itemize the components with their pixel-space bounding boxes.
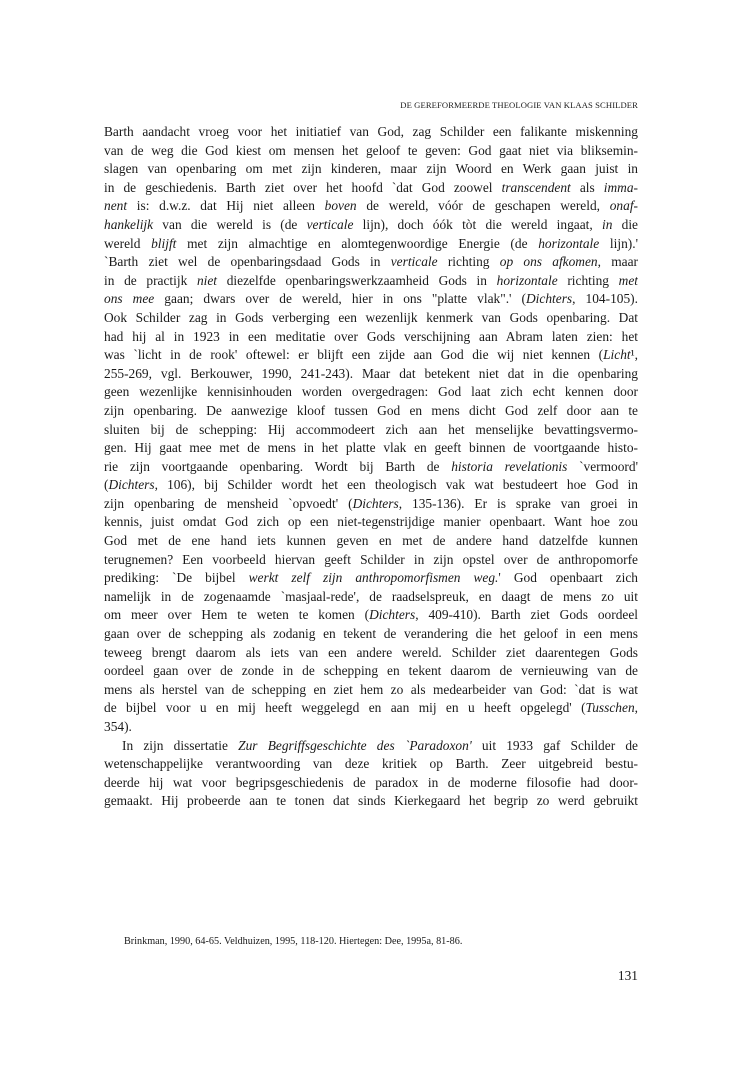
text-line [104,495,638,514]
text-line [104,421,638,440]
text-segment: als [570,179,604,195]
italic-text: imma- [603,179,638,195]
text-segment: diezelfde openbaringswerkzaamheid Gods in [217,272,497,288]
text-line [104,328,638,347]
text-line [104,309,638,328]
text-line [104,458,638,477]
text-segment: de bijbel voor u en mij heeft weggelegd en aan mij en u heeft opgelegd' ( [104,700,586,716]
text-segment: `Barth ziet wel de openbaringsdaad Gods in [104,254,391,270]
text-segment: kennis, juist omdat God zich op een niet-tegenstrijdige manier openbaart. Want hoe zou [104,514,638,530]
italic-text: ons mee [104,291,155,307]
page-number: 131 [617,968,638,983]
text-segment: ' God openbaart zich [498,570,638,586]
text-line [104,253,638,272]
text-line [104,402,638,421]
text-segment: van de weg die God kiest om mensen het geloof te geven: God gaat niet via bliksemin- [104,142,638,158]
text-segment: die [612,216,638,232]
italic-text: met [618,272,638,288]
text-line [104,662,638,681]
italic-text: verticale [306,216,354,232]
body-text [104,123,638,811]
text-line [104,513,638,532]
text-segment: in de practijk [104,272,197,288]
text-line [104,532,638,551]
italic-text: nent [104,198,128,214]
text-line [104,569,638,588]
text-line [104,197,638,216]
italic-text: op ons afkomen [499,254,598,270]
text-segment: ¹, [630,347,638,363]
italic-text: Zur Begriffsgeschichte des `Paradoxon' [238,737,472,753]
text-segment: 354). [104,719,132,734]
text-line [104,346,638,365]
text-segment: , 135-136). Er is sprake van groei in [398,495,638,511]
italic-text: Dichters [352,495,399,511]
italic-text: Tusschen [585,700,635,716]
text-segment: wereld [104,235,152,251]
text-line [104,272,638,291]
text-line [104,216,638,235]
text-segment: , maar [597,254,638,270]
text-line [104,383,638,402]
italic-text: werkt zelf zijn anthropomorfismen weg. [248,570,499,586]
text-segment: in de geschiedenis. Barth ziet over het hoofd `dat God zoowel [104,179,502,195]
text-segment: Barth aandacht vroeg voor het initiatief van God, zag Schilder een falikante miskenning [104,124,638,139]
text-segment: mens als herstel van de schepping en ziet hem zo als medearbeider van God: `dat is wat [104,681,638,697]
italic-text: Dichters [108,477,155,493]
italic-text: in [601,216,613,232]
text-line [104,606,638,625]
text-line [104,476,638,495]
italic-text: verticale [390,254,438,270]
text-segment: prediking: `De bijbel [104,570,249,586]
text-segment: uit 1933 gaf Schilder de [471,737,638,753]
text-segment: , 409-410). Barth ziet Gods oordeel [415,607,638,623]
text-segment: gaan; dwars over de wereld, hier in ons "platte vlak".' ( [154,291,526,307]
text-segment: 255-269, vgl. Berkouwer, 1990, 241-243). Maar dat betekent niet dat in die openbaring [104,365,638,381]
text-segment: , 104-105). [572,291,638,307]
text-line [104,142,638,161]
italic-text: niet [196,272,218,288]
text-line [104,755,638,774]
italic-text: historia revelationis [451,458,568,474]
text-line [104,737,638,756]
text-line [104,123,638,142]
text-segment: namelijk in de zogenaamde `masjaal-rede', de raadselspreuk, en daagt de mens zo uit [104,588,638,604]
text-line [104,439,638,458]
text-segment: gen. Hij gaat mee met de mens in het platte vlak en geeft binnen de voortgaande histo- [104,440,638,456]
text-segment: zijn openbaring. De aanwezige kloof tussen God en mens dicht God zelf door aan te [104,402,638,418]
italic-text: onaf- [609,198,638,214]
text-segment: had hij al in 1923 in een meditatie over Gods verschijning aan Abram laten zien: het [104,328,638,344]
text-line [104,160,638,179]
text-segment: God met de ene hand iets kunnen geven en met de andere hand datzelfde kunnen [104,533,638,549]
text-segment: terugnemen? Een voorbeeld hiervan geeft Schilder in zijn opstel over de anthropomorfe [104,551,638,567]
text-line [104,681,638,700]
text-segment: oordeel gaan over de zonde in de schepping en tekent daarom de vernieuwing van de [104,663,638,679]
text-segment: Ook Schilder zag in Gods verberging een wezenlijk kenmerk van Gods openbaring. Dat [104,309,638,325]
text-segment: ( [104,477,109,493]
text-segment: om meer over Hem te weten te komen ( [104,607,370,623]
text-line [104,179,638,198]
text-segment: was `licht in de rook' oftewel: er blijft een zijde aan God die wij niet kennen ( [104,347,604,363]
text-segment: , 106), bij Schilder wordt het een theologisch vak wat bestudeert hoe God in [154,477,638,493]
text-segment: slagen van openbaring om met zijn kinderen, maar zijn Woord en Werk gaan juist in [104,161,638,177]
text-segment: zijn openbaring de mensheid `opvoedt' ( [104,495,353,511]
italic-text: Dichters [369,607,416,623]
text-segment: `vermoord' [567,458,638,474]
italic-text: horizontale [496,272,558,288]
text-segment: lijn), doch óók tòt die wereld ingaat, [353,216,602,232]
text-line [104,290,638,309]
text-segment: gaan over de schepping als zodanig en tekent de verandering die het geloof in een mens [104,626,638,642]
text-segment: is: d.w.z. dat Hij niet alleen [127,198,325,214]
text-line [104,792,638,811]
text-segment: de wereld, vóór de geschapen wereld, [356,198,610,214]
text-segment: richting [437,254,500,270]
text-segment: teweeg brengt daarom als iets van een andere wereld. Schilder ziet daarentegen Gods [104,644,638,660]
italic-text: Licht [603,347,631,363]
text-segment: richting [557,272,619,288]
italic-text: boven [324,198,357,214]
text-line [104,644,638,663]
text-segment: , [634,700,638,716]
italic-text: Dichters [526,291,573,307]
text-segment: sluiten bij de schepping: Hij accommodeert zich aan het menselijke bevattingsvermo- [104,421,638,437]
text-line [104,774,638,793]
italic-text: transcendent [501,179,571,195]
running-head: DE GEREFORMEERDE THEOLOGIE VAN KLAAS SCHILDER [400,100,638,110]
text-segment: geen wezenlijke kennisinhouden worden overgedragen: God laat zich echt kennen door [104,384,638,400]
text-line [104,699,638,718]
text-line [104,588,638,607]
text-segment: van die wereld is (de [153,216,307,232]
text-line [104,718,638,737]
italic-text: blijft [151,235,177,251]
text-segment: met zijn almachtige en alomtegenwoordige Energie (de [176,235,539,251]
text-segment: rie zijn voortgaande openbaring. Wordt bij Barth de [104,458,452,474]
text-line [104,551,638,570]
text-line [104,625,638,644]
text-segment: lijn).' [599,235,638,251]
text-line [104,235,638,254]
italic-text: hankelijk [104,216,154,232]
text-segment: wetenschappelijke verantwoording van deze kritiek op Barth. Zeer uitgebreid bestu- [104,756,638,772]
text-segment: deerde hij wat voor begripsgeschiedenis de paradox in de moderne filosofie had door- [104,774,638,790]
italic-text: horizontale [538,235,600,251]
text-segment: In zijn dissertatie [122,737,239,753]
text-line [104,365,638,384]
text-segment: gemaakt. Hij probeerde aan te tonen dat sinds Kierkegaard het begrip zo werd gebruikt [104,793,638,809]
footnote: Brinkman, 1990, 64-65. Veldhuizen, 1995, 118-120. Hiertegen: Dee, 1995a, 81-86. [124,936,463,947]
